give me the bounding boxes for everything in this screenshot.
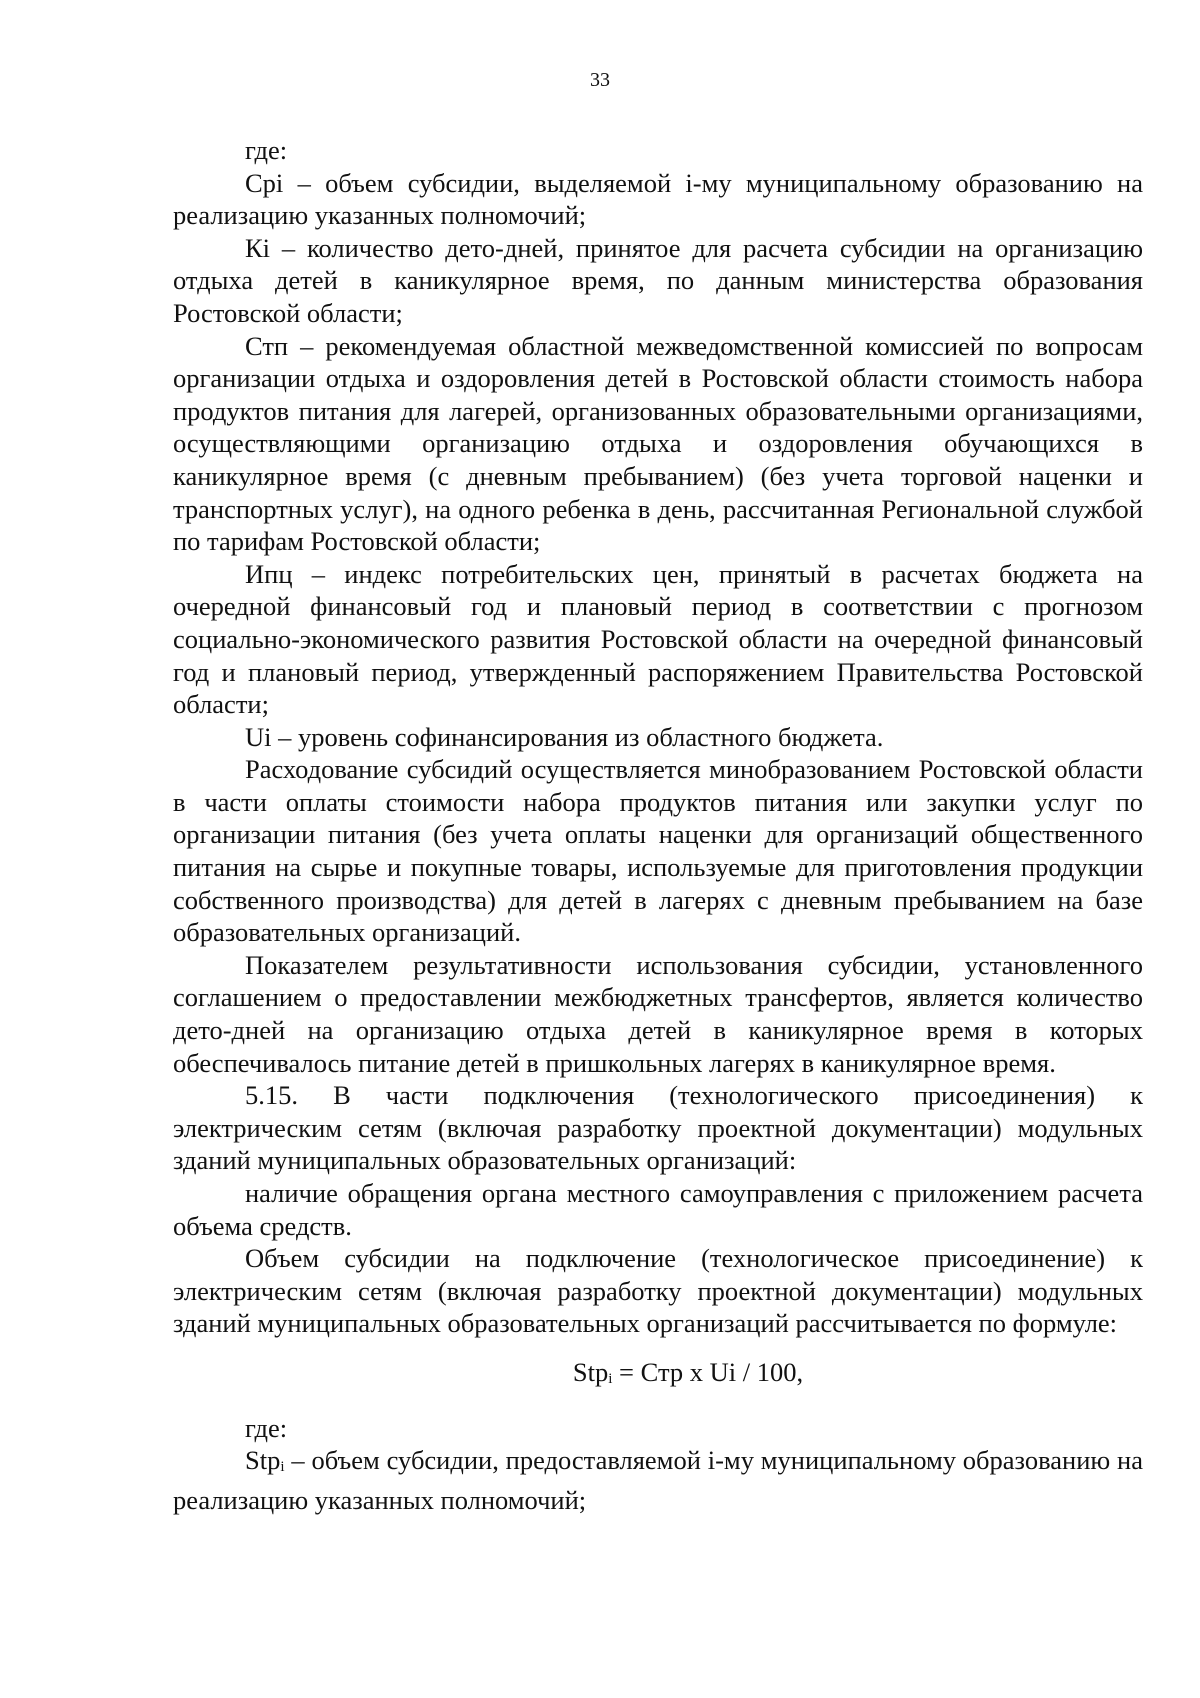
stpi-text: – объем субсидии, предоставляемой i-му муниципальному образованию на реализацию указанных полномочий; — [173, 1445, 1143, 1515]
stpi-symbol: Stp — [245, 1445, 281, 1476]
paragraph-where: где: — [245, 135, 288, 165]
formula-lhs-subscript: i — [608, 1370, 613, 1387]
paragraph-formula-intro: Объем субсидии на подключение (технологическое присоединение) к электрическим сетям (включая разработку проектной документации) модульных зданий муниципальных образовательных организаций рассчитывается по формуле: — [173, 1243, 1143, 1339]
paragraph-application-requirement: наличие обращения органа местного самоуправления с приложением расчета объема средств. — [173, 1178, 1143, 1241]
paragraph-spending: Расходование субсидий осуществляется минобразованием Ростовской области в части оплаты стоимости набора продуктов питания или закупки услуг по организации питания (без учета оплаты наценки для организаций общественного питания на сырье и покупные товары, используемые для приготовления продукции собственного производства) для детей в лагерях с дневным пребыванием на базе образовательных организаций. — [173, 754, 1143, 948]
paragraph-cpi-definition: Срi – объем субсидии, выделяемой i-му муниципальному образованию на реализацию указанных полномочий; — [173, 167, 1143, 231]
paragraph-performance-indicator: Показателем результативности использования субсидии, установленного соглашением о предоставлении межбюджетных трансфертов, является количество дето-дней на организацию отдыха детей в каникулярное время в которых обеспечивалось питание детей в пришкольных лагерях в каникулярное время. — [173, 949, 1143, 1078]
paragraph-ui-definition: Ui – уровень софинансирования из областного бюджета. — [245, 721, 884, 752]
paragraph-section-5-15: 5.15. В части подключения (технологического присоединения) к электрическим сетям (включая разработку проектной документации) модульных зданий муниципальных образовательных организаций: — [173, 1080, 1143, 1176]
formula-rhs: = Стр х Ui / 100, — [612, 1356, 804, 1387]
paragraph-stpi-definition — [173, 1444, 1143, 1516]
page-number: 33 — [590, 69, 610, 91]
paragraph-ki-definition: Кi – количество дето-дней, принятое для расчета субсидии на организацию отдыха детей в каникулярное время, по данным министерства образования Ростовской области; — [173, 232, 1143, 328]
formula-lhs: Stp — [572, 1356, 609, 1387]
paragraph-ipc-definition: Ипц – индекс потребительских цен, принятый в расчетах бюджета на очередной финансовый год и плановый период в соответствии с прогнозом социально-экономического развития Ростовской области на очередной финансовый год и плановый период, утвержденный распоряжением Правительства Ростовской области; — [173, 558, 1143, 720]
paragraph-where-2: где: — [245, 1412, 288, 1443]
stpi-subscript: i — [280, 1459, 285, 1476]
document-body — [173, 134, 1143, 1516]
formula — [173, 1356, 1143, 1396]
paragraph-ctp-definition: Стп – рекомендуемая областной межведомственной комиссией по вопросам организации отдыха и оздоровления детей в Ростовской области стоимость набора продуктов питания для лагерей, организованных образовательными организациями, осуществляющими организацию отдыха и оздоровления обучающихся в каникулярное время (с дневным пребыванием) (без учета торговой наценки и транспортных услуг), на одного ребенка в день, рассчитанная Региональной службой по тарифам Ростовской области; — [173, 330, 1143, 557]
